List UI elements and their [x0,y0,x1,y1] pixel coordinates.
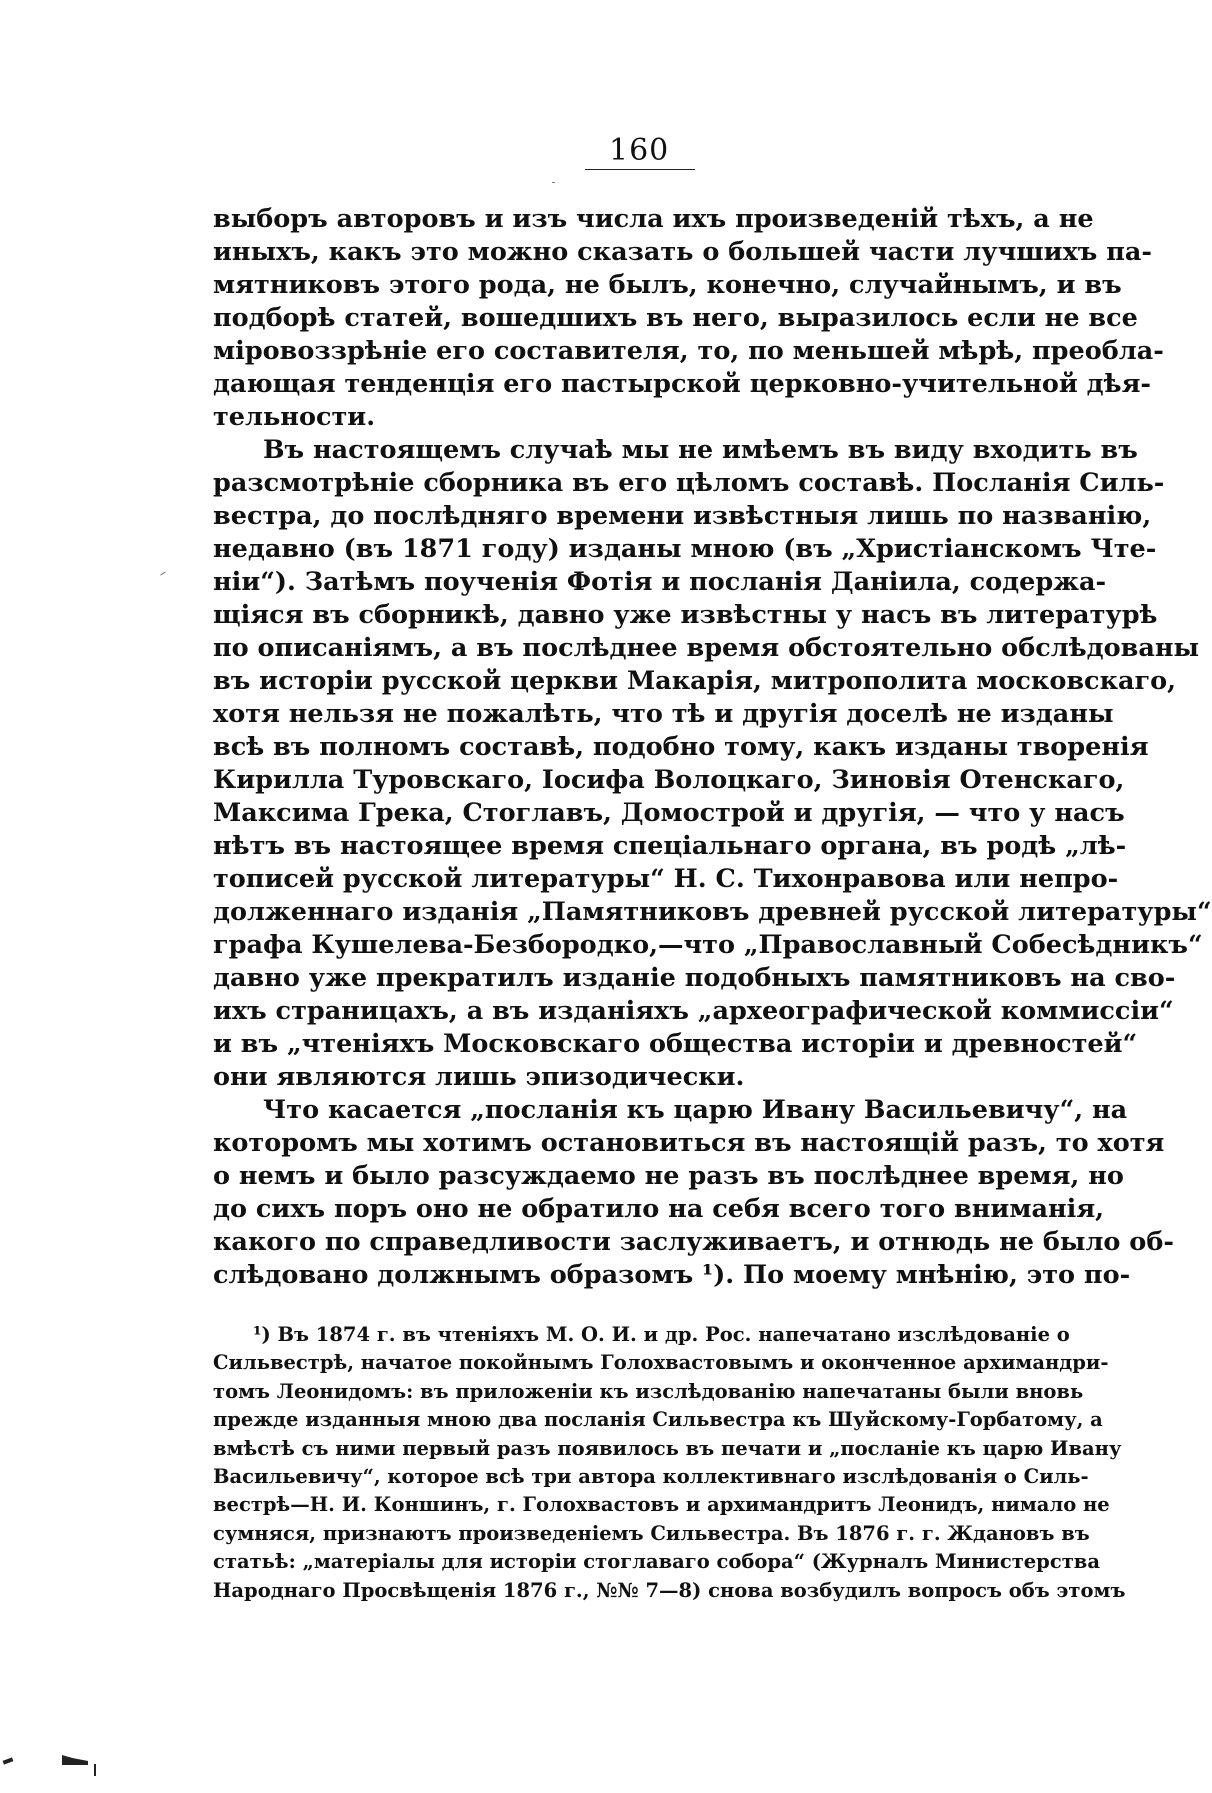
text-line: они являются лишь эпизодически. [213,1062,745,1092]
text-line: міровоззрѣніе его составителя, то, по меньшей мѣрѣ, преобла- [213,336,1164,366]
text-line: ихъ страницахъ, а въ изданіяхъ „археографической коммиссіи“ [213,996,1174,1026]
text-line: иныхъ, какъ это можно сказать о большей части лучшихъ па- [213,237,1152,267]
footnote-line: Сильвестрѣ, начатое покойнымъ Голохвастовымъ и оконченное архимандри- [213,1351,1109,1375]
scan-mark [94,1764,96,1776]
text-line: нѣтъ въ настоящее время спеціальнаго органа, въ родѣ „лѣ- [213,831,1127,861]
scan-speck [552,182,555,183]
footnote-line: томъ Леонидомъ: въ приложеніи къ изслѣдованію напечатаны были вновь [213,1379,1084,1403]
text-line: недавно (въ 1871 году) изданы мною (въ „Христіанскомъ Чте- [213,534,1157,564]
footnote-line: прежде изданныя мною два посланія Сильвестра къ Шуйскому-Горбатому, а [213,1408,1103,1432]
text-line: какого по справедливости заслуживаетъ, и отнюдь не было об- [213,1227,1174,1257]
text-line: долженнаго изданія „Памятниковъ древней русской литературы“ [213,897,1212,927]
text-line: выборъ авторовъ и изъ числа ихъ произведеній тѣхъ, а не [213,204,1094,234]
text-line: по описаніямъ, а въ послѣднее время обстоятельно обслѣдованы [213,633,1200,663]
text-line: мятниковъ этого рода, не былъ, конечно, случайнымъ, и въ [213,270,1122,300]
text-line: въ исторіи русской церкви Макарія, митрополита московскаго, [213,666,1177,696]
scan-mark [3,1757,14,1764]
text-line: дающая тенденція его пастырской церковно-учительной дѣя- [213,369,1152,399]
scan-speck [160,571,165,575]
footnote-line: статьѣ: „матеріалы для исторіи стоглаваго собора“ (Журналъ Министерства [213,1550,1100,1574]
text-line: тописей русской литературы“ Н. С. Тихонравова или непро- [213,864,1119,894]
text-line: Что касается „посланія къ царю Ивану Васильевичу“, на [263,1095,1128,1125]
text-line: Максима Грека, Стоглавъ, Домострой и другія, — что у насъ [213,798,1125,828]
text-line: давно уже прекратилъ изданіе подобныхъ памятниковъ на сво- [213,963,1176,993]
footnote-line: ¹) Въ 1874 г. въ чтеніяхъ М. О. И. и др. Рос. напечатано изслѣдованіе о [253,1323,1070,1346]
text-line: вестра, до послѣдняго времени извѣстныя лишь по названію, [213,501,1152,531]
footnote-line: сумняся, признаютъ произведеніемъ Сильвестра. Въ 1876 г. г. Ждановъ въ [213,1521,1090,1545]
page-number: 160 [585,133,695,170]
text-line: Кирилла Туровскаго, Іосифа Волоцкаго, Зиновія Отенскаго, [213,765,1125,795]
footnote-line: Народнаго Просвѣщенія 1876 г., №№ 7—8) снова возбудилъ вопросъ объ этомъ [213,1578,1126,1602]
text-line: тельности. [213,402,376,432]
footnote-line: вмѣстѣ съ ними первый разъ появилось въ печати и „посланіе къ царю Ивану [213,1436,1122,1460]
text-line: щіяся въ сборникѣ, давно уже извѣстны у насъ въ литературѣ [213,600,1158,630]
text-line: всѣ въ полномъ составѣ, подобно тому, какъ изданы творенія [213,732,1149,762]
text-line: о немъ и было разсуждаемо не разъ въ послѣднее время, но [213,1161,1124,1191]
scan-mark [62,1755,88,1765]
text-line: графа Кушелева-Безбородко,—что „Православный Собесѣдникъ“ [213,930,1203,960]
footnote-line: вестрѣ—Н. И. Коншинъ, г. Голохвастовъ и архимандритъ Леонидъ, нимало не [213,1493,1110,1517]
text-line: хотя нельзя не пожалѣть, что тѣ и другія доселѣ не изданы [213,699,1114,729]
text-line: и въ „чтеніяхъ Московскаго общества исторіи и древностей“ [213,1029,1138,1059]
body-text [213,203,1212,1292]
text-line: ніи“). Затѣмъ поученія Фотія и посланія Даніила, содержа- [213,567,1107,597]
text-line: разсмотрѣніе сборника въ его цѣломъ составѣ. Посланія Силь- [213,468,1165,498]
text-line: подборѣ статей, вошедшихъ въ него, выразилось если не все [213,303,1138,333]
text-line: Въ настоящемъ случаѣ мы не имѣемъ въ виду входить въ [263,435,1138,465]
footnote-line: Васильевичу“, которое всѣ три автора коллективнаго изслѣдованія о Силь- [213,1464,1089,1488]
text-line: которомъ мы хотимъ остановиться въ настоящій разъ, то хотя [213,1128,1165,1158]
footnote-separator [213,1302,1051,1303]
text-line: до сихъ поръ оно не обратило на себя всего того вниманія, [213,1194,1105,1224]
footnote [213,1321,1126,1605]
text-line: слѣдовано должнымъ образомъ ¹). По моему мнѣнію, это по- [213,1260,1131,1290]
